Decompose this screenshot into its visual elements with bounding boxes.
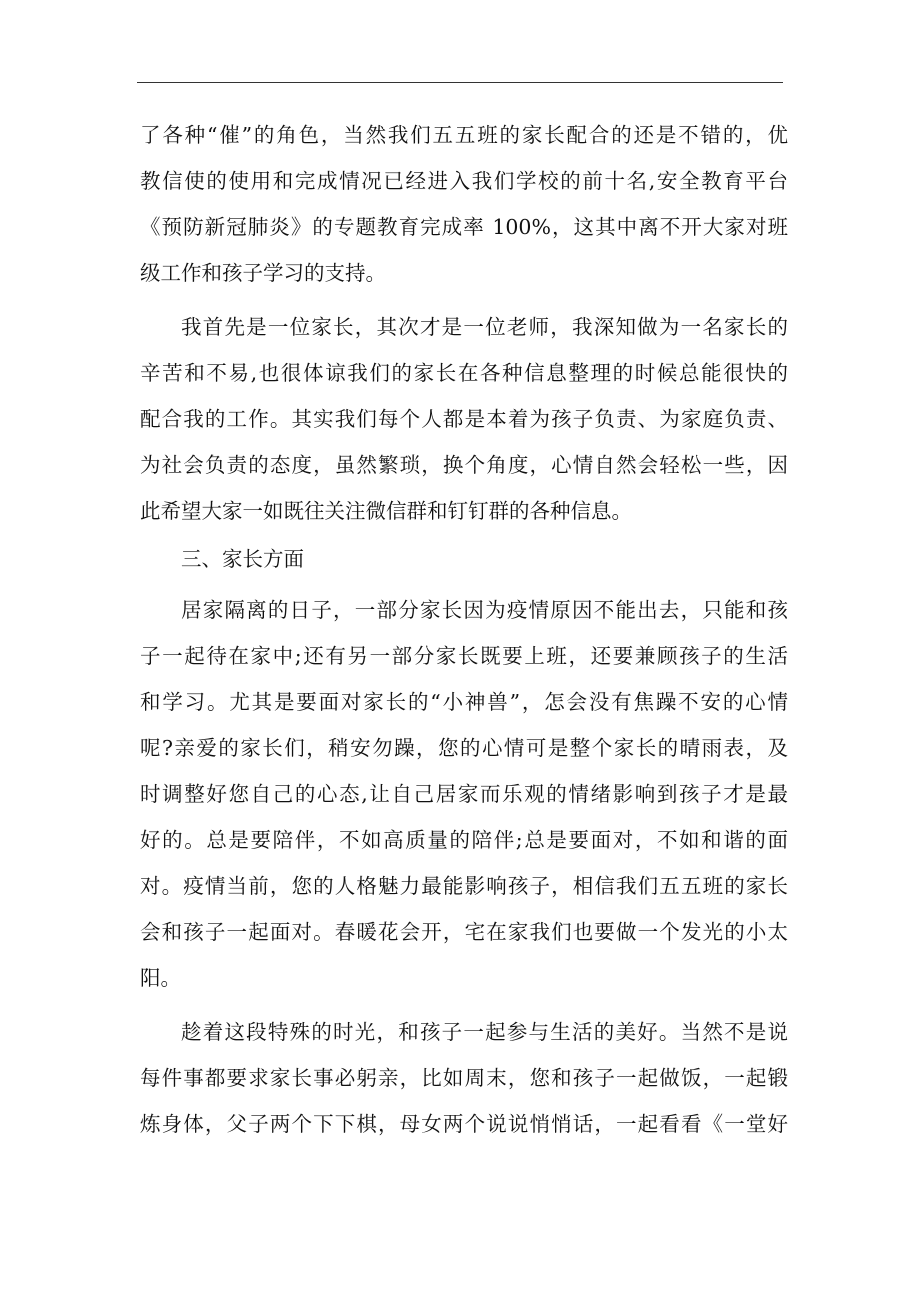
- text-line: 和学习。尤其是要面对家长的“小神兽”，怎会没有焦躁不安的心情: [140, 690, 788, 714]
- text-line: 好的。总是要陪伴，不如高质量的陪伴;总是要面对，不如和谐的面: [140, 828, 788, 852]
- text-line: 时调整好您自己的心态,让自己居家而乐观的情绪影响到孩子才是最: [140, 782, 788, 806]
- text-line: 此希望大家一如既往关注微信群和钉钉群的各种信息。: [140, 499, 632, 523]
- text-line: 我首先是一位家长，其次才是一位老师，我深知做为一名家长的: [181, 315, 788, 339]
- text-line: 配合我的工作。其实我们每个人都是本着为孩子负责、为家庭负责、: [140, 407, 788, 431]
- text-line: 辛苦和不易,也很体谅我们的家长在各种信息整理的时候总能很快的: [140, 361, 788, 385]
- section-heading: 三、家长方面: [181, 547, 304, 571]
- text-line: 为社会负责的态度，虽然繁琐，换个角度，心情自然会轻松一些，因: [140, 453, 788, 477]
- text-line: 居家隔离的日子，一部分家长因为疫情原因不能出去，只能和孩: [181, 598, 788, 622]
- body-text: [140, 112, 788, 1147]
- text-line: 子一起待在家中;还有另一部分家长既要上班，还要兼顾孩子的生活: [140, 644, 788, 668]
- text-line: 呢?亲爱的家长们，稍安勿躁，您的心情可是整个家长的晴雨表，及: [140, 736, 788, 760]
- text-line: 教信使的使用和完成情况已经进入我们学校的前十名,安全教育平台: [140, 169, 788, 193]
- text-line: 对。疫情当前，您的人格魅力最能影响孩子，相信我们五五班的家长: [140, 874, 788, 898]
- header-rule: [137, 82, 783, 83]
- text-line: 趁着这段特殊的时光，和孩子一起参与生活的美好。当然不是说: [181, 1020, 788, 1044]
- text-line: 《预防新冠肺炎》的专题教育完成率 100%，这其中离不开大家对班: [140, 215, 788, 239]
- text-line: 了各种“催”的角色，当然我们五五班的家长配合的还是不错的，优: [140, 123, 788, 147]
- text-line: 会和孩子一起面对。春暖花会开，宅在家我们也要做一个发光的小太: [140, 920, 788, 944]
- text-line: 级工作和孩子学习的支持。: [140, 261, 386, 285]
- text-line: 炼身体，父子两个下下棋，母女两个说说悄悄话，一起看看《一堂好: [140, 1112, 788, 1136]
- text-line: 每件事都要求家长事必躬亲，比如周末，您和孩子一起做饭，一起锻: [140, 1066, 788, 1090]
- text-line: 阳。: [140, 966, 181, 990]
